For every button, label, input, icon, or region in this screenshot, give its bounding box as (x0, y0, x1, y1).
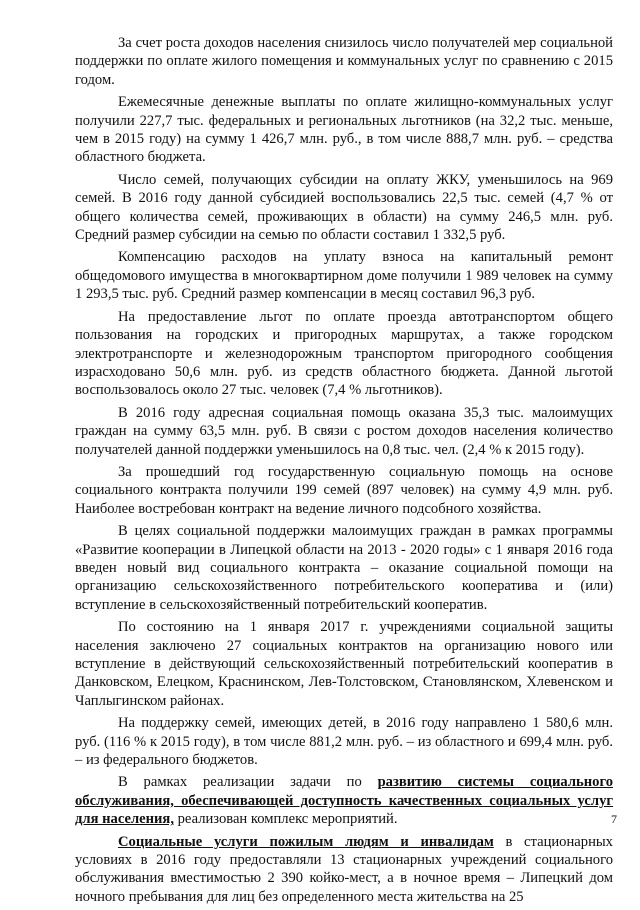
emphasized-task-text: развитию системы социального обслуживания, обеспечивающей доступность качественных социальных услуг для населения, (75, 774, 613, 828)
paragraph-family-support: На поддержку семей, имеющих детей, в 2016 году направлено 1 580,6 млн. руб. (116 % к 2015 году), в том числе 881,2 млн. руб. – из областного и 699,4 млн. руб. – из федерального бюджетов. (75, 715, 613, 769)
paragraph-lead-text: В рамках реализации задачи по (118, 774, 378, 791)
document-page (75, 34, 613, 910)
paragraph-targeted-assistance: В 2016 году адресная социальная помощь оказана 35,3 тыс. малоимущих граждан на сумму 63,5 млн. руб. В связи с ростом доходов населения количество получателей данной поддержки уменьшилось на 0,8 тыс. чел. (2,4 % к 2015 году). (75, 404, 613, 458)
paragraph-cooperation-program: В целях социальной поддержки малоимущих граждан в рамках программы «Развитие кооперации в Липецкой области на 2013 - 2020 годы» с 1 января 2016 года введен новый вид социального контракта – оказание социальной помощи на организацию сельскохозяйственного потребительского кооператива и (или) вступление в сельскохозяйственный потребительский кооператив. (75, 523, 613, 613)
paragraph-tail-text: в стационарных условиях в 2016 году предоставляли 13 стационарных учреждений социального обслуживания вместимостью 2 390 койко-мест, а в ночное время – Липецкий дом ночного пребывания для лиц без определенного места жительства на 25 (75, 833, 613, 905)
paragraph-social-service-system (75, 773, 613, 828)
paragraph-capital-repair-compensation: Компенсацию расходов на уплату взноса на капитальный ремонт общедомового имущества в многоквартирном доме получили 1 989 человек на сумму 1 293,5 тыс. руб. Средний размер компенсации в месяц составил 96,3 руб. (75, 249, 613, 303)
paragraph-benefit-recipients: За счет роста доходов населения снизилось число получателей мер социальной поддержки по оплате жилого помещения и коммунальных услуг по сравнению с 2015 годом. (75, 35, 613, 88)
paragraph-contracts-by-district: По состоянию на 1 января 2017 г. учреждениями социальной защиты населения заключено 27 социальных контрактов на организацию нового или вступление в действующий сельскохозяйственный потребительский кооператив в Данковском, Елецком, Краснинском, Лев-Толстовском, Становлянском, Хлевенском и Чаплыгинском районах. (75, 619, 613, 709)
paragraph-social-contract: За прошедший год государственную социальную помощь на основе социального контракта получили 199 семей (897 человек) на сумму 4,9 млн. руб. Наиболее востребован контракт на ведение личного подсобного хозяйства. (75, 463, 613, 517)
paragraph-tail-text: реализован комплекс мероприятий. (173, 811, 398, 828)
paragraph-housing-subsidies: Число семей, получающих субсидии на оплату ЖКУ, уменьшилось на 969 семей. В 2016 году данной субсидией воспользовались 22,5 тыс. семей (4,7 % от общего количества семей, проживающих в области) на сумму 246,5 млн. руб. Средний размер субсидии на семью по области составил 1 332,5 руб. (75, 171, 613, 244)
paragraph-elderly-services (75, 833, 613, 907)
emphasized-heading-text: Социальные услуги пожилым людям и инвалидам (118, 833, 494, 850)
paragraph-monthly-payments: Ежемесячные денежные выплаты по оплате жилищно-коммунальных услуг получили 227,7 тыс. федеральных и региональных льготников (на 32,2 тыс. меньше, чем в 2015 году) на сумму 1 426,7 млн. руб., в том числе 888,7 млн. руб. – средства областного бюджета. (75, 94, 613, 166)
paragraph-transport-benefits: На предоставление льгот по оплате проезда автотранспортом общего пользования на городских и пригородных маршрутах, а также городском электротранспорте и железнодорожным транспортом пригородного сообщения израсходовано 50,6 млн. руб. из средств областного бюджета. Данной льготой воспользовалось около 27 тыс. человек (7,4 % льготников). (75, 308, 613, 399)
page-number: 7 (611, 812, 617, 826)
